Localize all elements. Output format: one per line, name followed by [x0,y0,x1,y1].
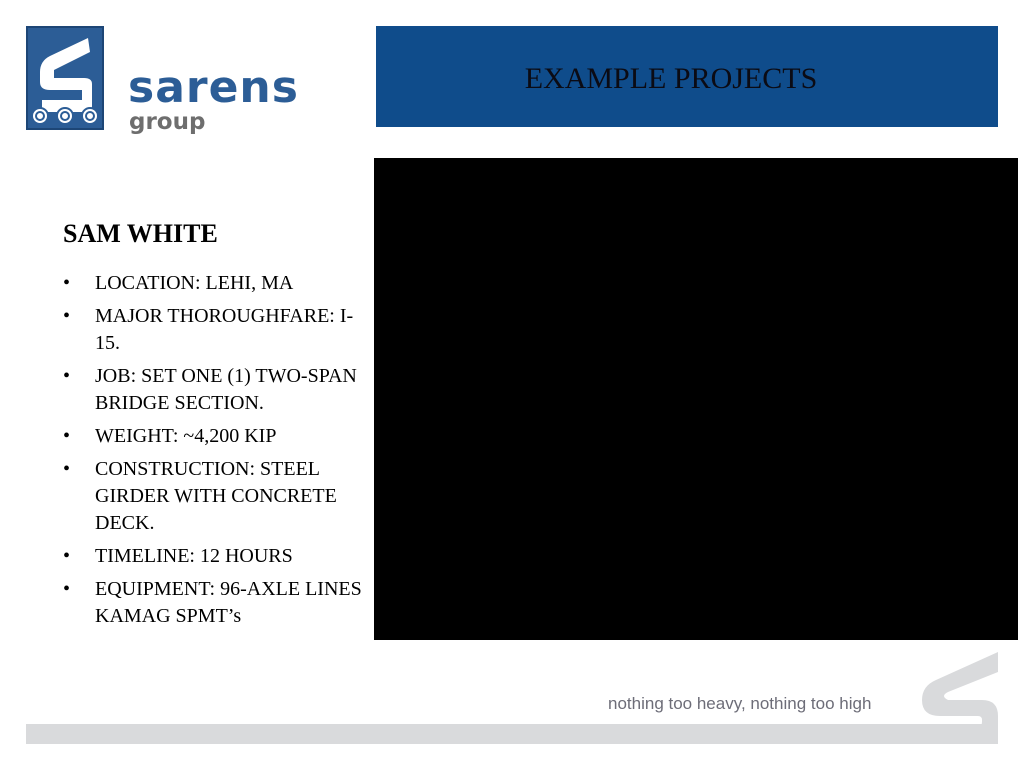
list-item [63,303,373,357]
company-tagline: nothing too heavy, nothing too high [608,694,872,713]
bullet-icon: • [63,305,71,327]
bullet-icon: • [63,458,71,480]
list-item [63,576,373,630]
project-heading: SAM WHITE [63,219,218,248]
project-details-list [63,270,373,636]
bullet-icon: • [63,365,71,387]
detail-text: JOB: SET ONE (1) TWO-SPAN BRIDGE SECTION. [95,365,357,414]
bullet-icon: • [63,425,71,447]
sarens-s-watermark-icon [918,650,1002,746]
list-item [63,270,373,297]
list-item [63,543,373,570]
title-banner [376,26,998,127]
list-item [63,363,373,417]
page-title: EXAMPLE PROJECTS [524,62,818,95]
detail-text: WEIGHT: ~4,200 KIP [95,425,277,447]
bullet-icon: • [63,272,71,294]
detail-text: CONSTRUCTION: STEEL GIRDER WITH CONCRETE DECK. [95,458,337,534]
list-item [63,423,373,450]
company-logo [26,26,356,135]
bullet-icon: • [63,545,71,567]
logo-wordmark: sarens [128,62,299,113]
sarens-s-crane-icon [26,26,104,130]
detail-text: EQUIPMENT: 96-AXLE LINES KAMAG SPMT’s [95,578,362,627]
detail-text: LOCATION: LEHI, MA [95,272,294,294]
detail-text: TIMELINE: 12 HOURS [95,545,293,567]
list-item [63,456,373,537]
bullet-icon: • [63,578,71,600]
project-media-area [374,158,1018,640]
footer-bar [26,724,998,744]
detail-text: MAJOR THOROUGHFARE: I-15. [95,305,354,354]
logo-subtitle: group [129,109,206,135]
